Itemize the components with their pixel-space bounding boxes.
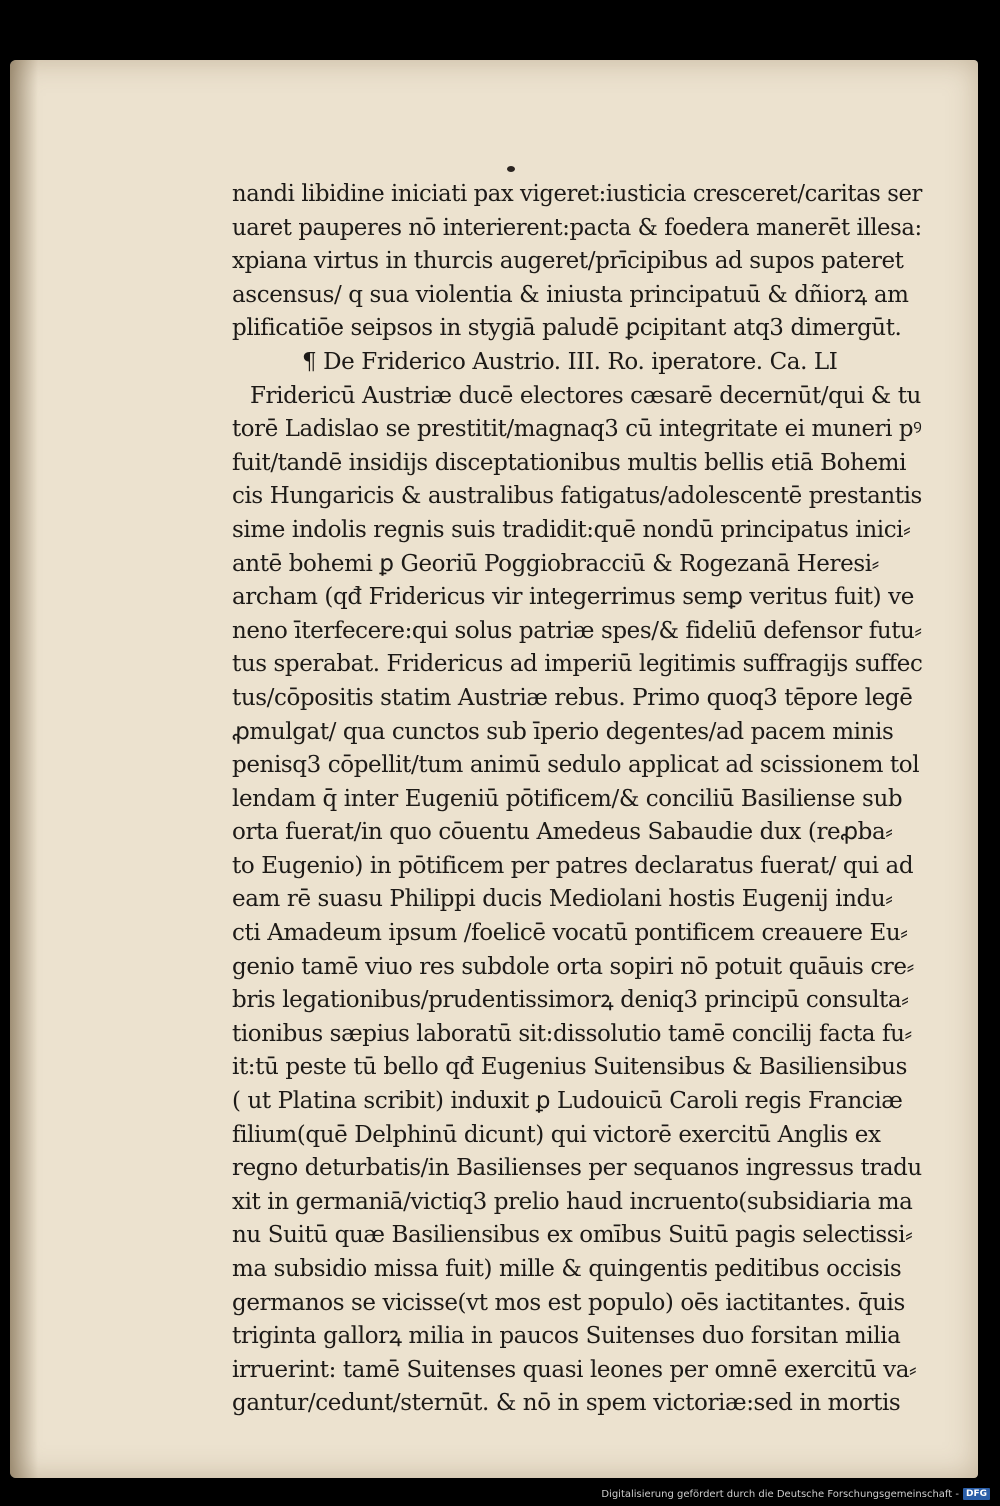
- text-line: eam rē suasu Philippi ducis Mediolani hostis Eugenij indu⸗: [232, 886, 893, 913]
- text-line: it:tū peste tū bello qđ Eugenius Suitensibus & Basiliensibus: [232, 1054, 907, 1081]
- text-line: gantur/cedunt/sternūt. & nō in spem victoriæ:sed in mortis: [232, 1390, 901, 1417]
- text-line: penisq3 cōpellit/tum animū sedulo applicat ad scissionem tol: [232, 752, 920, 779]
- ink-mark: [507, 166, 515, 172]
- text-line: nu Suitū quæ Basiliensibus ex omībus Suitū pagis selectissi⸗: [232, 1222, 913, 1249]
- page-text: [232, 178, 922, 1421]
- text-line: orta fuerat/in quo cōuentu Amedeus Sabaudie dux (reꝓba⸗: [232, 819, 893, 846]
- text-line: tionibus sæpius laboratū sit:dissolutio tamē concilij facta fu⸗: [232, 1020, 912, 1047]
- text-line: neno īterfecere:qui solus patriæ spes/& fideliū defensor futu⸗: [232, 617, 922, 644]
- text-line: filium(quē Delphinū dicunt) qui victorē exercitū Anglis ex: [232, 1121, 881, 1148]
- text-line: uaret pauperes nō interierent:pacta & foedera manerēt illesa:: [232, 214, 922, 241]
- text-line: ꝓmulgat/ qua cunctos sub īperio degentes/ad pacem minis: [232, 718, 894, 745]
- text-line: ma subsidio missa fuit) mille & quingentis peditibus occisis: [232, 1256, 902, 1282]
- text-line: genio tamē viuo res subdole orta sopiri nō potuit quāuis cre⸗: [232, 953, 914, 980]
- text-line: xit in germaniā/victiq3 prelio haud incruento(subsidiaria ma: [232, 1188, 913, 1215]
- chapter-heading: ¶ De Friderico Austrio. III. Ro. iperatore. Ca. LI: [302, 348, 838, 375]
- text-line: germanos se vicisse(vt mos est populo) oēs iactitantes. q̄uis: [232, 1289, 905, 1316]
- text-line: tus/cōpositis statim Austriæ rebus. Primo quoq3 tēpore legē: [232, 684, 913, 711]
- digitization-credit: [601, 1488, 990, 1500]
- text-line: irruerint: tamē Suitenses quasi leones per omnē exercitū va⸗: [232, 1356, 917, 1383]
- text-line: ( ut Platina scribit) induxit ꝑ Ludouicū Caroli regis Franciæ: [232, 1088, 903, 1115]
- text-line: Fridericū Austriæ ducē electores cæsarē decernūt/qui & tu: [250, 382, 921, 409]
- text-line: antē bohemi ꝑ Georiū Poggiobracciū & Rogezanā Heresi⸗: [232, 550, 879, 577]
- text-line: archam (qđ Fridericus vir integerrimus semꝑ veritus fuit) ve: [232, 584, 914, 611]
- dfg-logo: DFG: [963, 1488, 990, 1500]
- text-line: nandi libidine iniciati pax vigeret:iusticia cresceret/caritas ser: [232, 181, 922, 207]
- text-line: triginta gallorꝝ milia in paucos Suitenses duo forsitan milia: [232, 1323, 901, 1350]
- text-line: regno deturbatis/in Basilienses per sequanos ingressus tradu: [232, 1155, 922, 1182]
- text-line: torē Ladislao se prestitit/magnaq3 cū integritate ei muneri pꝰ: [232, 416, 922, 443]
- text-line: xpiana virtus in thurcis augeret/prīcipibus ad supos pateret: [232, 248, 904, 275]
- text-line: fuit/tandē insidijs disceptationibus multis bellis etiā Bohemi: [232, 449, 907, 476]
- text-line: to Eugenio) in pōtificem per patres declaratus fuerat/ qui ad: [232, 852, 914, 879]
- text-line: lendam q̄ inter Eugeniū pōtificem/& conciliū Basiliense sub: [232, 785, 903, 812]
- text-line: tus sperabat. Fridericus ad imperiū legitimis suffragijs suffec: [232, 651, 923, 678]
- text-line: plificatiōe seipsos in stygiā paludē ꝑcipitant atq3 dimergūt.: [232, 315, 902, 342]
- text-line: ascensus/ q sua violentia & iniusta principatuū & dñiorꝝ am: [232, 281, 909, 308]
- text-line: cti Amadeum ipsum /foelicē vocatū pontificem creauere Eu⸗: [232, 920, 908, 947]
- text-line: sime indolis regnis suis tradidit:quē nondū principatus inici⸗: [232, 516, 911, 543]
- credit-text: Digitalisierung gefördert durch die Deutsche Forschungsgemeinschaft -: [601, 1488, 959, 1500]
- text-line: bris legationibus/prudentissimorꝝ deniq3 principū consulta⸗: [232, 987, 909, 1014]
- text-line: cis Hungaricis & australibus fatigatus/adolescentē prestantis: [232, 483, 922, 510]
